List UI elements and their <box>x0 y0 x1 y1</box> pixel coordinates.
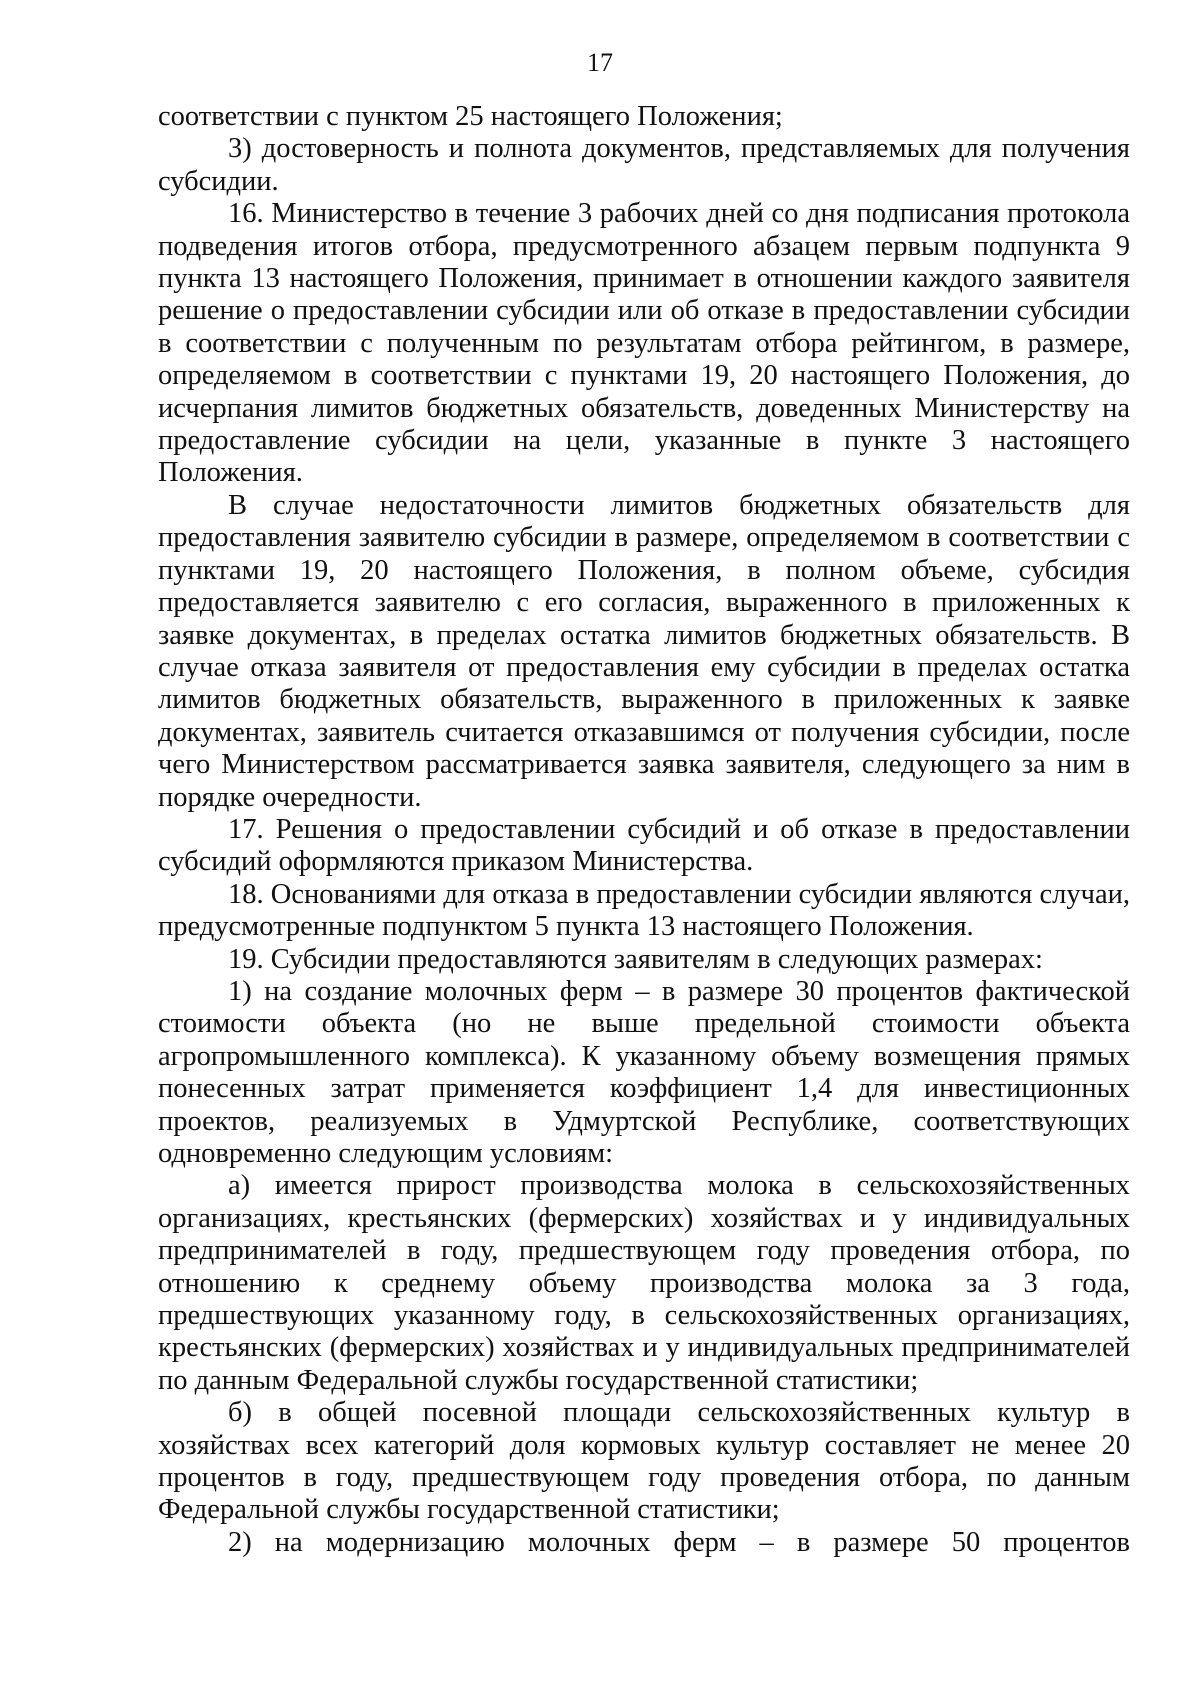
paragraph-9: а) имеется прирост производства молока в сельскохозяйственных организациях, крестьянских (фермерских) хозяйствах и у индивидуальных предпринимателей в году, предшествующем году проведения отбора, по отношению к среднему объему производства молока за 3 года, предшествующих указанному году, в сельскохозяйственных организациях, крестьянских (фермерских) хозяйствах и у индивидуальных предпринимателей по данным Федеральной службы государственной статистики; <box>158 1170 1130 1396</box>
paragraph-3: 16. Министерство в течение 3 рабочих дней со дня подписания протокола подведения итогов отбора, предусмотренного абзацем первым подпункта 9 пункта 13 настоящего Положения, принимает в отношении каждого заявителя решение о предоставлении субсидии или об отказе в предоставлении субсидии в соответствии с полученным по результатам отбора рейтингом, в размере, определяемом в соответствии с пунктами 19, 20 настоящего Положения, до исчерпания лимитов бюджетных обязательств, доведенных Министерству на предоставление субсидии на цели, указанные в пункте 3 настоящего Положения. <box>158 198 1130 489</box>
paragraph-10: б) в общей посевной площади сельскохозяйственных культур в хозяйствах всех категорий доля кормовых культур составляет не менее 20 процентов в году, предшествующем году проведения отбора, по данным Федеральной службы государственной статистики; <box>158 1397 1130 1526</box>
paragraph-5: 17. Решения о предоставлении субсидий и об отказе в предоставлении субсидий оформляются приказом Министерства. <box>158 813 1130 878</box>
paragraph-2: 3) достоверность и полнота документов, представляемых для получения субсидии. <box>158 133 1130 197</box>
page-number: 17 <box>587 48 613 77</box>
paragraph-8: 1) на создание молочных ферм – в размере 30 процентов фактической стоимости объекта (но не выше предельной стоимости объекта агропромышленного комплекса). К указанному объему возмещения прямых понесенных затрат применяется коэффициент 1,4 для инвестиционных проектов, реализуемых в Удмуртской Республике, соответствующих одновременно следующим условиям: <box>158 975 1130 1169</box>
paragraph-11: 2) на модернизацию молочных ферм – в размере 50 процентов <box>228 1526 1130 1558</box>
paragraph-4: В случае недостаточности лимитов бюджетных обязательств для предоставления заявителю субсидии в размере, определяемом в соответствии с пунктами 19, 20 настоящего Положения, в полном объеме, субсидия предоставляется заявителю с его согласия, выраженного в приложенных к заявке документах, в пределах остатка лимитов бюджетных обязательств. В случае отказа заявителя от предоставления ему субсидии в пределах остатка лимитов бюджетных обязательств, выраженного в приложенных к заявке документах, заявитель считается отказавшимся от получения субсидии, после чего Министерством рассматривается заявка заявителя, следующего за ним в порядке очередности. <box>158 489 1130 813</box>
paragraph-1: соответствии с пунктом 25 настоящего Положения; <box>158 101 783 132</box>
paragraph-6: 18. Основаниями для отказа в предоставлении субсидии являются случаи, предусмотренные подпунктом 5 пункта 13 настоящего Положения. <box>158 878 1130 943</box>
document-body <box>158 101 1130 1559</box>
paragraph-7: 19. Субсидии предоставляются заявителям в следующих размерах: <box>228 943 1043 975</box>
